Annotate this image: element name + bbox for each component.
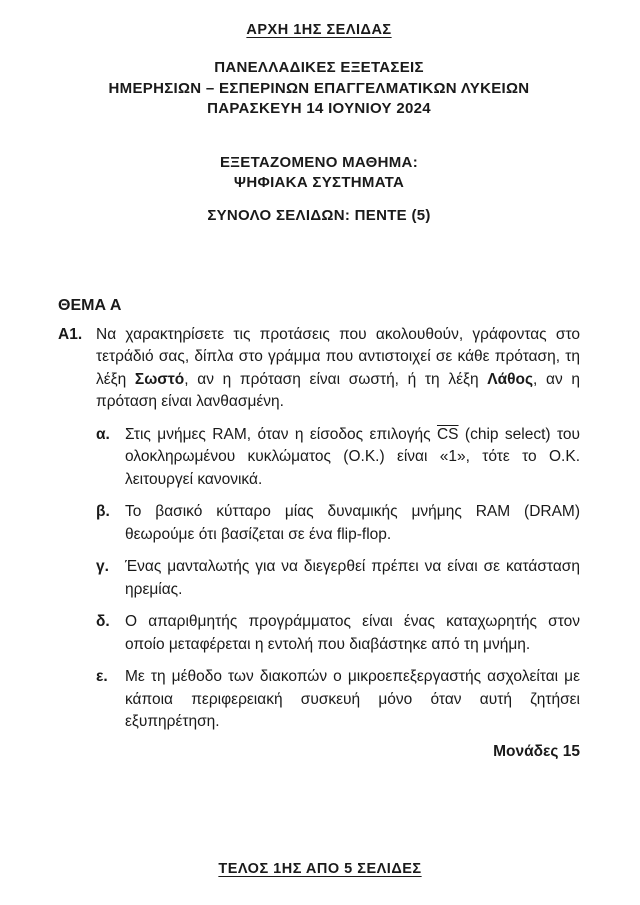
subject-label: ΕΞΕΤΑΖΟΜΕΝΟ ΜΑΘΗΜΑ: xyxy=(220,153,418,171)
statement-beta xyxy=(96,501,580,546)
statement-epsilon-text: Με τη μέθοδο των διακοπών ο μικροεπεξεργαστής ασχολείται με κάποια περιφερειακή συσκευή μόνο όταν αυτή ζητήσει εξυπηρέτηση. xyxy=(125,668,580,730)
statement-beta-text: Το βασικό κύτταρο μίας δυναμικής μνήμης RAM (DRAM) θεωρούμε ότι βασίζεται σε ένα flip-flop. xyxy=(125,503,580,543)
points-label: Μονάδες 15 xyxy=(493,742,580,760)
statement-epsilon-label: ε. xyxy=(96,668,108,685)
intro-part-3: , αν η πρόταση είναι λανθασμένη. xyxy=(96,370,580,410)
page-start-marker xyxy=(58,22,580,38)
intro-part-1: Να χαρακτηρίσετε τις προτάσεις που ακολουθούν, γράφοντας στο τετράδιό σας, δίπλα στο γράμμα που αντιστοιχεί σε κάθε πρόταση, τη λέξη xyxy=(96,325,580,388)
exam-date-line: ΠΑΡΑΣΚΕΥΗ 14 ΙΟΥΝΙΟΥ 2024 xyxy=(207,100,431,117)
total-pages-line: ΣΥΝΟΛΟ ΣΕΛΙΔΩΝ: ΠΕΝΤΕ (5) xyxy=(207,206,431,224)
statement-gamma-label: γ. xyxy=(96,558,109,575)
theme-a-heading: ΘΕΜΑ Α xyxy=(58,296,122,314)
statement-alpha-label: α. xyxy=(96,425,110,443)
statement-alpha-text xyxy=(125,424,580,492)
statement-delta xyxy=(96,611,580,656)
cs-overline-signal: $\overline{CS}$ xyxy=(436,425,459,443)
school-type-line: ΗΜΕΡΗΣΙΩΝ – ΕΣΠΕΡΙΝΩΝ ΕΠΑΓΓΕΛΜΑΤΙΚΩΝ ΛΥΚΕΙΩΝ xyxy=(108,79,530,97)
question-a1 xyxy=(58,324,580,764)
intro-bold-correct: Σωστό xyxy=(134,370,185,388)
statement-beta-label: β. xyxy=(96,503,110,520)
question-a1-body xyxy=(96,324,580,764)
statement-delta-label: δ. xyxy=(96,613,110,630)
statement-delta-text: Ο απαριθμητής προγράμματος είναι ένας καταχωρητής στον οποίο μεταφέρεται η εντολή που διαβάστηκε από τη μνήμη. xyxy=(125,613,580,653)
question-a1-label: Α1. xyxy=(58,325,83,343)
statement-alpha-pre: Στις μνήμες RAM, όταν η είσοδος επιλογής xyxy=(125,425,437,443)
subject-name: ΨΗΦΙΑΚΑ ΣΥΣΤΗΜΑΤΑ xyxy=(233,174,405,191)
statement-gamma xyxy=(96,556,580,601)
page-start-marker-text: ΑΡΧΗ 1ΗΣ ΣΕΛΙΔΑΣ xyxy=(246,22,392,38)
intro-part-2: , αν η πρόταση είναι σωστή, ή τη λέξη xyxy=(184,370,488,388)
statement-gamma-text: Ένας μανταλωτής για να διεγερθεί πρέπει να είναι σε κατάσταση ηρεμίας. xyxy=(125,558,580,598)
page-end-marker-text: ΤΕΛΟΣ 1ΗΣ ΑΠΟ 5 ΣΕΛΙΔΕΣ xyxy=(218,861,422,877)
page-end-marker xyxy=(0,861,640,877)
subject-block xyxy=(58,153,580,194)
statement-epsilon xyxy=(96,666,580,734)
exam-series-line: ΠΑΝΕΛΛΑΔΙΚΕΣ ΕΞΕΤΑΣΕΙΣ xyxy=(214,59,424,76)
question-a1-intro xyxy=(96,324,580,414)
statement-alpha-post: (chip select) του ολοκληρωμένου κυκλώματος (Ο.Κ.) είναι «1», τότε το Ο.Κ. λειτουργεί κανονικά. xyxy=(125,425,580,488)
intro-bold-wrong: Λάθος xyxy=(487,370,534,388)
statements-list xyxy=(96,424,580,734)
exam-title-block xyxy=(58,58,580,120)
statement-alpha xyxy=(96,424,580,492)
